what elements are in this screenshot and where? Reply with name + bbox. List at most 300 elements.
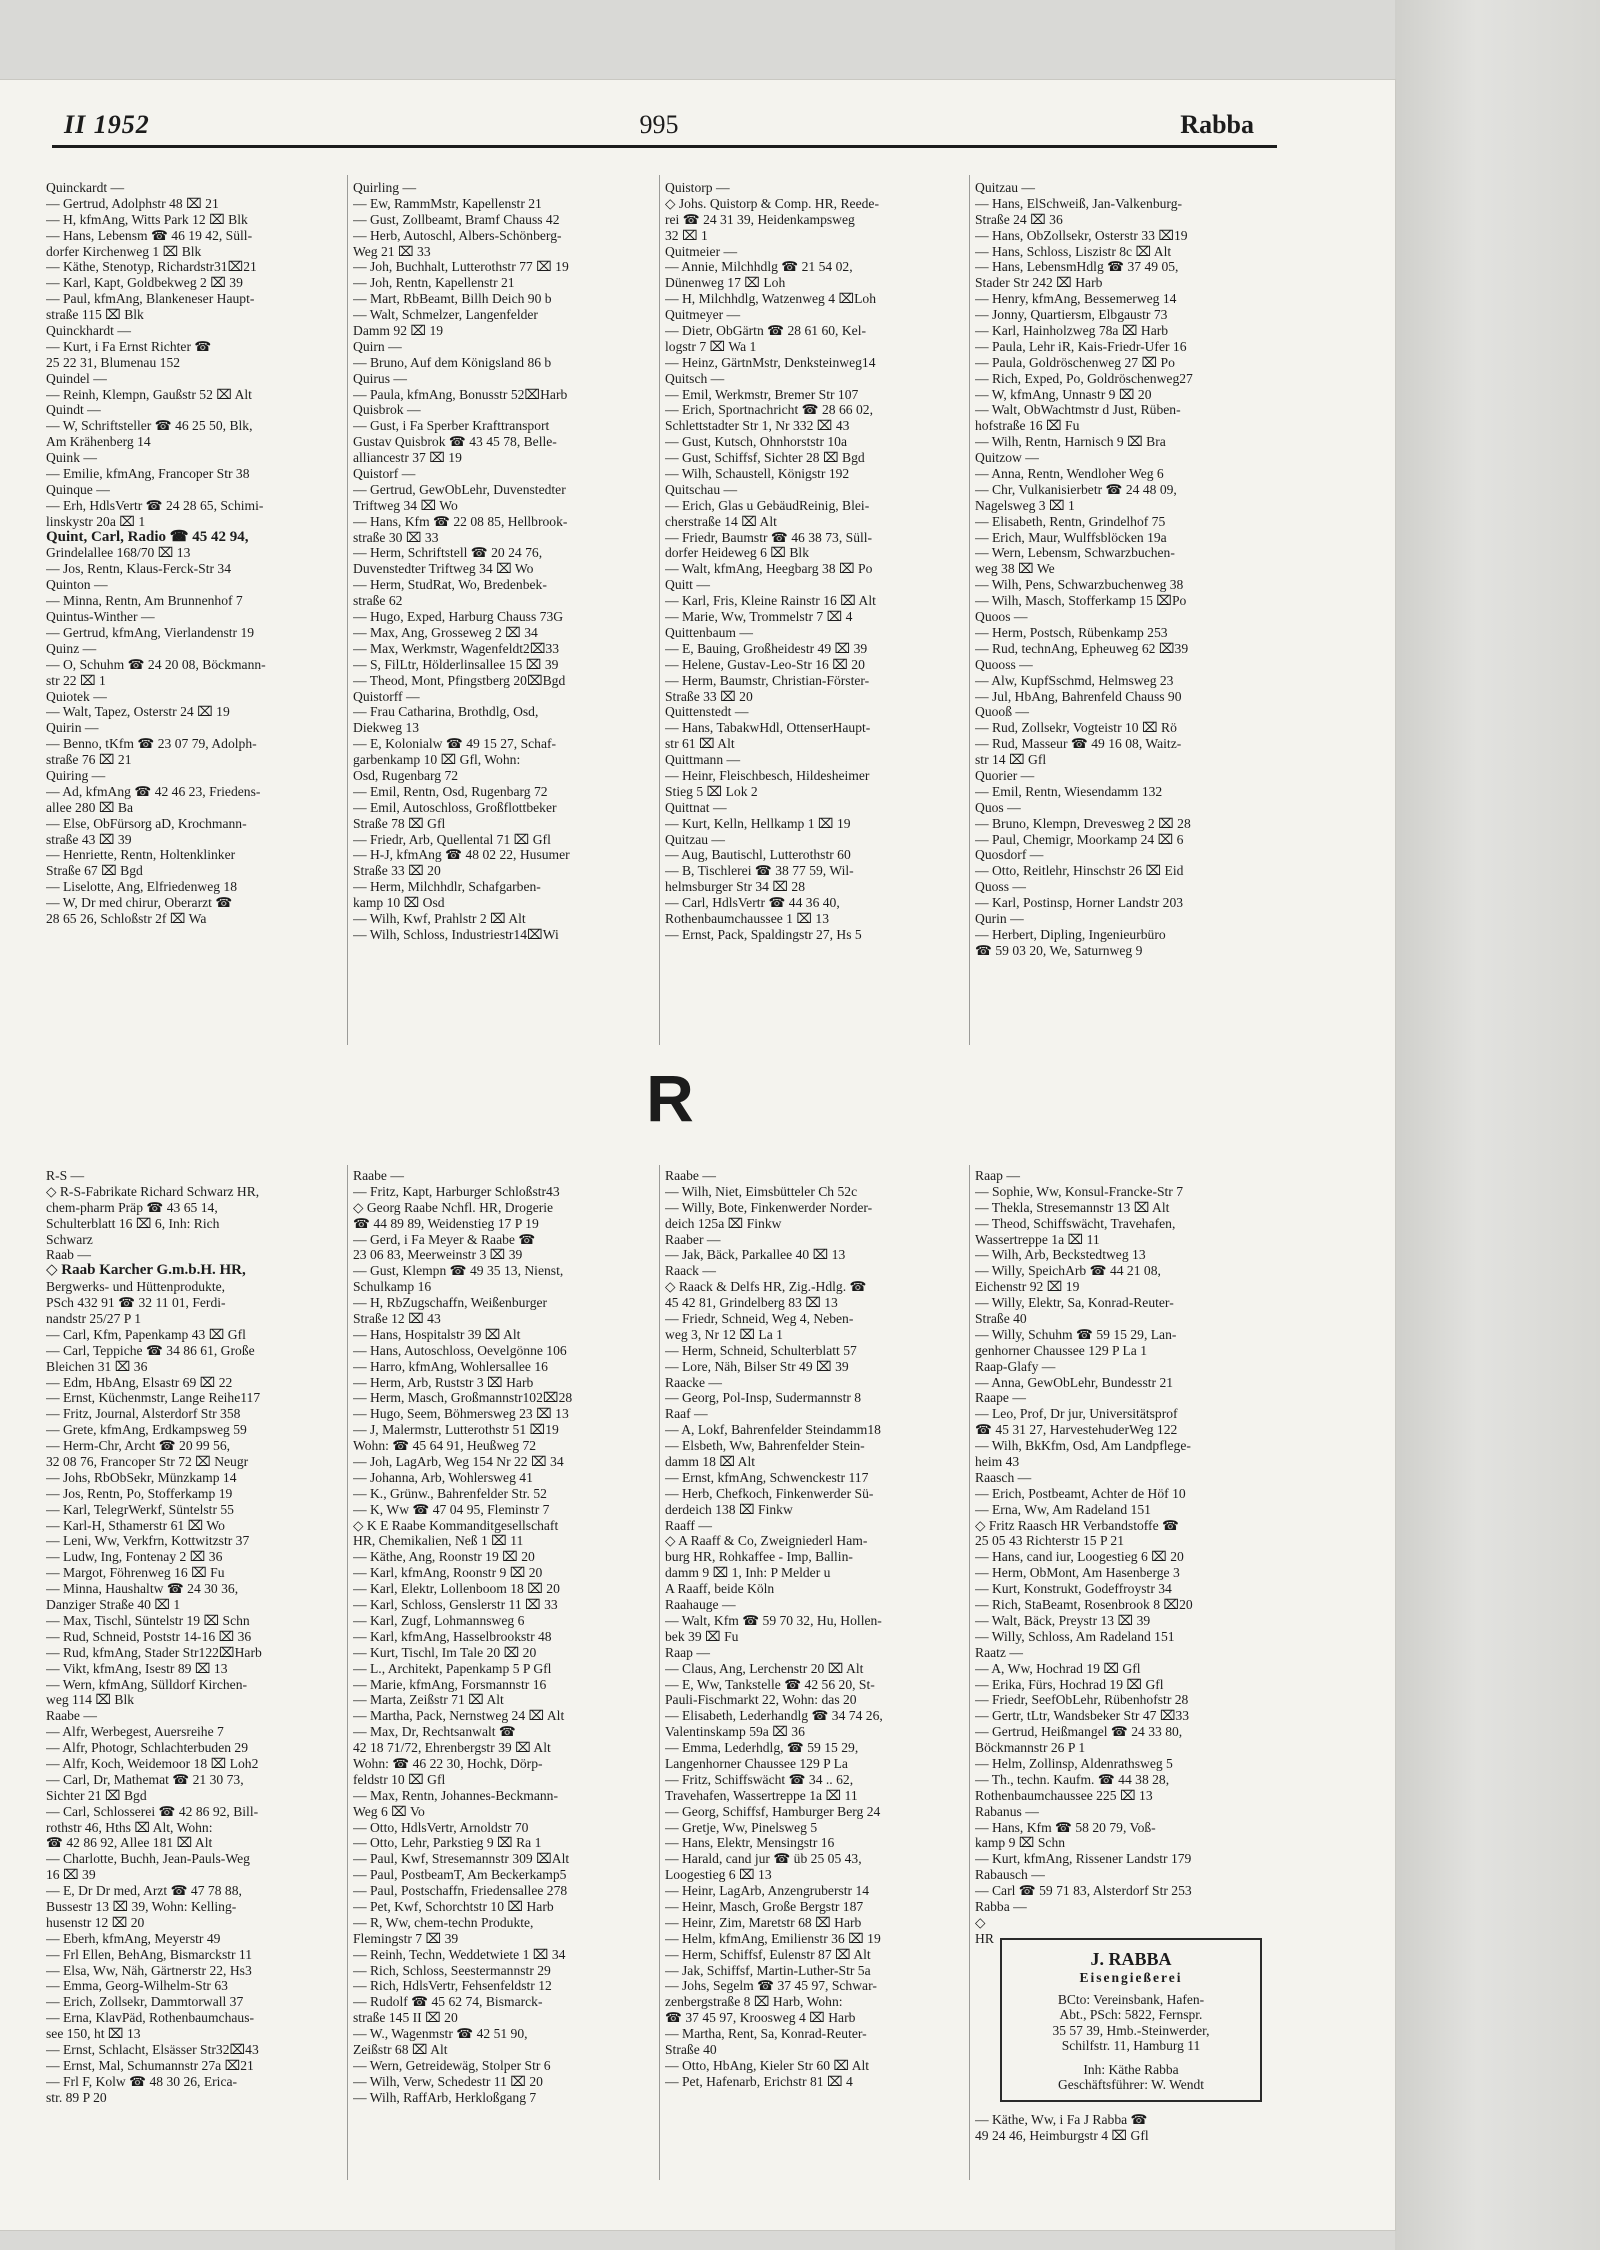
entry-line: — Emilie, kfmAng, Francoper Str 38: [46, 466, 250, 482]
entry-line: — Kurt, Tischl, Im Tale 20 ⌧ 20: [353, 1644, 537, 1660]
entry-line: straße 43 ⌧ 39: [46, 831, 132, 847]
entry-line: Quinckardt —: [46, 180, 125, 195]
entry-line: Straße 40: [975, 1311, 1027, 1327]
entry-line: — Mart, RbBeamt, Billh Deich 90 b: [353, 291, 552, 307]
entry-line: Straße 78 ⌧ Gfl: [353, 815, 446, 831]
entry-line: — Herm-Chr, Archt ☎ 20 99 56,: [46, 1438, 231, 1454]
entry-line: — H, kfmAng, Witts Park 12 ⌧ Blk: [46, 211, 248, 227]
entry-line: — Käthe, Ww, i Fa J Rabba ☎: [975, 2112, 1148, 2127]
entry-line: weg 38 ⌧ We: [975, 561, 1055, 577]
entry-line: dorfer Heideweg 6 ⌧ Blk: [665, 545, 810, 561]
entry-line: Stieg 5 ⌧ Lok 2: [665, 783, 758, 799]
entry-line: Quittnat —: [665, 799, 727, 815]
entry-line: — Gertrud, Heißmangel ☎ 24 33 80,: [975, 1724, 1183, 1740]
entry-line: Gustav Quisbrok ☎ 43 45 78, Belle-: [353, 434, 557, 450]
entry-line: Stader Str 242 ⌧ Harb: [975, 275, 1103, 291]
column-separator: [659, 175, 660, 1045]
entry-line: Quistorp —: [665, 180, 730, 195]
entry-line: — Kurt, i Fa Ernst Richter ☎: [46, 338, 212, 354]
entry-line: Weg 6 ⌧ Vo: [353, 1803, 425, 1819]
entry-line: 32 ⌧ 1: [665, 227, 708, 243]
entry-line: — Gertrud, kfmAng, Vierlandenstr 19: [46, 624, 255, 640]
entry-line: — Wilh, Verw, Schedestr 11 ⌧ 20: [353, 2073, 543, 2089]
entry-line: — Rich, Exped, Po, Goldröschenweg27: [975, 370, 1193, 386]
entry-line: — Erh, HdlsVertr ☎ 24 28 65, Schimi-: [46, 497, 264, 513]
page-number: 995: [639, 110, 679, 139]
entry-line: — Hans, TabakwHdl, OttenserHaupt-: [665, 720, 871, 736]
entry-line: — Carl, Dr, Mathemat ☎ 21 30 73,: [46, 1771, 244, 1787]
entry-line: — Gust, Schiffsf, Sichter 28 ⌧ Bgd: [665, 450, 865, 466]
entry-line: — Heinr, Fleischbesch, Hildesheimer: [665, 767, 870, 783]
entry-line: — Jos, Rentn, Klaus-Ferck-Str 34: [46, 561, 232, 577]
entry-line: — Emil, Werkmstr, Bremer Str 107: [665, 386, 859, 402]
entry-line: — Max, Tischl, Süntelstr 19 ⌧ Schn: [46, 1612, 250, 1628]
entry-line: Quinton —: [46, 577, 108, 593]
entry-line: — Joh, LagArb, Weg 154 Nr 22 ⌧ 34: [353, 1454, 564, 1470]
entry-line: — Theod, Mont, Pfingstberg 20⌧Bgd: [353, 672, 566, 688]
entry-line: Qurin —: [975, 910, 1024, 926]
entry-line: — Georg, Pol-Insp, Sudermannstr 8: [665, 1390, 862, 1406]
entry-line: Straße 33 ⌧ 20: [353, 863, 441, 879]
column-separator: [969, 1165, 970, 2180]
entry-line: — H-J, kfmAng ☎ 48 02 22, Husumer: [353, 847, 570, 863]
entry-line: — Johs, RbObSekr, Münzkamp 14: [46, 1469, 237, 1485]
entry-line: — Paul, Kwf, Stresemannstr 309 ⌧Alt: [353, 1851, 570, 1867]
column-separator: [969, 175, 970, 1045]
section-letter: R: [646, 1061, 694, 1135]
entry-line: Quindel —: [46, 370, 107, 386]
entry-line: — E, Dr Dr med, Arzt ☎ 47 78 88,: [46, 1883, 242, 1899]
entry-line: logstr 7 ⌧ Wa 1: [665, 338, 757, 354]
entry-line: Quinckhardt —: [46, 323, 131, 339]
entry-line: — Emil, Rentn, Wiesendamm 132: [975, 783, 1163, 799]
entry-line: Rothenbaumchaussee 1 ⌧ 13: [665, 910, 830, 926]
entry-line: ☎ 59 03 20, We, Saturnweg 9: [975, 942, 1143, 958]
entry-line: — Käthe, Stenotyp, Richardstr31⌧21: [46, 259, 257, 275]
entry-line: — Wern, Lebensm, Schwarzbuchen-: [975, 545, 1175, 561]
entry-line: Quooß —: [975, 704, 1029, 720]
entry-line: — Gertrud, GewObLehr, Duvenstedter: [353, 481, 566, 497]
entry-line: — Kurt, Konstrukt, Godeffroystr 34: [975, 1581, 1172, 1597]
entry-line: Raap —: [665, 1644, 710, 1660]
entry-line: Sichter 21 ⌧ Bgd: [46, 1787, 147, 1803]
entry-line: Pauli-Fischmarkt 22, Wohn: das 20: [665, 1692, 857, 1708]
entry-line: 16 ⌧ 39: [46, 1867, 96, 1883]
entry-line: — Friedr, Baumstr ☎ 46 38 73, Süll-: [665, 529, 873, 545]
entry-line: Straße 24 ⌧ 36: [975, 211, 1063, 227]
entry-line: straße 115 ⌧ Blk: [46, 307, 144, 323]
entry-line: Quos —: [975, 799, 1021, 815]
entry-line: — Dietr, ObGärtn ☎ 28 61 60, Kel-: [665, 323, 866, 339]
entry-line: — Georg, Schiffsf, Hamburger Berg 24: [665, 1803, 881, 1819]
ad-line: BCto: Vereinsbank, Hafen-: [1057, 1991, 1205, 2007]
entry-line: 23 06 83, Meerweinstr 3 ⌧ 39: [353, 1247, 523, 1263]
entry-line: Rabanus —: [975, 1803, 1039, 1819]
entry-line: — Eberh, kfmAng, Meyerstr 49: [46, 1930, 221, 1946]
entry-line: — Friedr, Schneid, Weg 4, Neben-: [665, 1311, 854, 1327]
entry-line: straße 30 ⌧ 33: [353, 529, 439, 545]
entry-line: — Ernst, Mal, Schumannstr 27a ⌧21: [46, 2057, 254, 2073]
entry-line: Eichenstr 92 ⌧ 19: [975, 1279, 1080, 1295]
entry-line: — Karl, Postinsp, Horner Landstr 203: [975, 895, 1184, 911]
entry-line: — Paul, Postschaffn, Friedensallee 278: [353, 1883, 568, 1899]
entry-line: rothstr 46, Hths ⌧ Alt, Wohn:: [46, 1819, 213, 1835]
entry-line: — E, Bauing, Großheidestr 49 ⌧ 39: [665, 640, 868, 656]
header-year: II 1952: [64, 110, 150, 139]
entry-line: Quistorf —: [353, 466, 416, 482]
entry-line: — Herb, Chefkoch, Finkenwerder Sü-: [665, 1485, 874, 1501]
entry-line: Quitmeyer —: [665, 307, 741, 323]
entry-line: Quittenbaum —: [665, 624, 753, 640]
entry-line: — Carl ☎ 59 71 83, Alsterdorf Str 253: [975, 1883, 1192, 1899]
entry-line: 28 65 26, Schloßstr 2f ⌧ Wa: [46, 910, 207, 926]
entry-line: — Wilh, Masch, Stofferkamp 15 ⌧Po: [975, 593, 1187, 609]
entry-line: — Margot, Föhrenweg 16 ⌧ Fu: [46, 1565, 225, 1581]
entry-line: — Heinz, GärtnMstr, Denksteinweg14: [665, 354, 876, 370]
entry-line: — H, RbZugschaffn, Weißenburger: [353, 1295, 548, 1311]
entry-line: — Herb, Autoschl, Albers-Schönberg-: [353, 227, 562, 243]
entry-line: Quintus-Winther —: [46, 609, 155, 625]
entry-line: Quitt —: [665, 577, 710, 593]
entry-line: zenbergstraße 8 ⌧ Harb, Wohn:: [665, 1994, 843, 2010]
entry-line: — Rud, Schneid, Poststr 14-16 ⌧ 36: [46, 1628, 252, 1644]
entry-line: — Henry, kfmAng, Bessemerweg 14: [975, 291, 1177, 307]
entry-line: Schlettstadter Str 1, Nr 332 ⌧ 43: [665, 418, 850, 434]
entry-line: — Carl, Schlosserei ☎ 42 86 92, Bill-: [46, 1803, 259, 1819]
entry-line: — Carl, Kfm, Papenkamp 43 ⌧ Gfl: [46, 1326, 246, 1342]
entry-line: Valentinskamp 59a ⌧ 36: [665, 1724, 805, 1740]
entry-line: — Bruno, Auf dem Königsland 86 b: [353, 354, 552, 370]
entry-line: Straße 33 ⌧ 20: [665, 688, 753, 704]
entry-line: Damm 92 ⌧ 19: [353, 323, 444, 339]
entry-line: — E, Ww, Tankstelle ☎ 42 56 20, St-: [665, 1676, 875, 1692]
entry-line: — Paul, kfmAng, Blankeneser Haupt-: [46, 291, 255, 307]
entry-line: — Liselotte, Ang, Elfriedenweg 18: [46, 879, 238, 895]
column-separator: [347, 175, 348, 1045]
entry-line: — Helene, Gustav-Leo-Str 16 ⌧ 20: [665, 656, 865, 672]
entry-line: — Grete, kfmAng, Erdkampsweg 59: [46, 1422, 247, 1438]
entry-line: Quooss —: [975, 656, 1033, 672]
entry-line: linskystr 20a ⌧ 1: [46, 513, 146, 529]
entry-line: — Theod, Schiffswächt, Travehafen,: [975, 1215, 1176, 1231]
entry-line: — Anna, Rentn, Wendloher Weg 6: [975, 466, 1164, 482]
entry-line: ◇ A Raaff & Co, Zweigniederl Ham-: [665, 1533, 868, 1549]
entry-line: Quitzau —: [975, 180, 1036, 195]
entry-line: — Emma, Georg-Wilhelm-Str 63: [46, 1978, 228, 1994]
entry-line: — Kurt, kfmAng, Rissener Landstr 179: [975, 1851, 1192, 1867]
entry-line: — Elsa, Ww, Näh, Gärtnerstr 22, Hs3: [46, 1962, 252, 1978]
entry-line: — Frl Ellen, BehAng, Bismarckstr 11: [46, 1946, 253, 1962]
entry-line: — Minna, Haushaltw ☎ 24 30 36,: [46, 1581, 239, 1597]
entry-line: Grindelallee 168/70 ⌧ 13: [46, 545, 191, 561]
entry-line: ☎ 37 45 97, Kroosweg 4 ⌧ Harb: [665, 2010, 856, 2026]
entry-line: — Ernst, Schlacht, Elsässer Str32⌧43: [46, 2041, 259, 2057]
entry-line: Quirling —: [353, 180, 417, 195]
entry-line: — Rud, Masseur ☎ 49 16 08, Waitz-: [975, 736, 1182, 752]
entry-line: — Heinr, Masch, Große Bergstr 187: [665, 1898, 864, 1914]
entry-line: — Willy, Schloss, Am Radeland 151: [975, 1628, 1175, 1644]
entry-line: — Herm, Baumstr, Christian-Förster-: [665, 672, 870, 688]
entry-line: — Otto, HbAng, Kieler Str 60 ⌧ Alt: [665, 2057, 870, 2073]
ad-line: Inh: Käthe Rabba: [1083, 2061, 1179, 2077]
entry-line: see 150, ht ⌧ 13: [46, 2026, 141, 2042]
entry-line: — Herm, Schriftstell ☎ 20 24 76,: [353, 545, 543, 561]
entry-line: — E, Kolonialw ☎ 49 15 27, Schaf-: [353, 736, 557, 752]
entry-line: — Else, ObFürsorg aD, Krochmann-: [46, 815, 247, 831]
entry-line: — Gretje, Ww, Pinelsweg 5: [665, 1819, 818, 1835]
entry-line: — Frl F, Kolw ☎ 48 30 26, Erica-: [46, 2073, 238, 2089]
entry-line: — Herm, ObMont, Am Hasenberge 3: [975, 1565, 1180, 1581]
entry-line: straße 76 ⌧ 21: [46, 752, 132, 768]
entry-line: — Hans, Lebensm ☎ 46 19 42, Süll-: [46, 227, 253, 243]
entry-line: — Walt, Bäck, Preystr 13 ⌧ 39: [975, 1612, 1151, 1628]
entry-line: ☎ 44 89 89, Weidenstieg 17 P 19: [353, 1215, 539, 1231]
entry-line: derdeich 138 ⌧ Finkw: [665, 1501, 793, 1517]
entry-line: str 14 ⌧ Gfl: [975, 752, 1047, 768]
entry-line: — Emma, Lederhdlg, ☎ 59 15 29,: [665, 1740, 859, 1756]
entry-line: — Karl, kfmAng, Hasselbrookstr 48: [353, 1628, 552, 1644]
entry-line: — W, Dr med chirur, Oberarzt ☎: [46, 895, 233, 911]
entry-line: nandstr 25/27 P 1: [46, 1311, 142, 1327]
entry-line: straße 62: [353, 593, 403, 609]
entry-line: — Chr, Vulkanisierbetr ☎ 24 48 09,: [975, 481, 1177, 497]
page-header: [64, 110, 1254, 150]
directory-column: [46, 1168, 346, 2178]
entry-line: — Reinh, Klempn, Gaußstr 52 ⌧ Alt: [46, 386, 252, 402]
entry-line: — Gust, Kutsch, Ohnhorststr 10a: [665, 434, 847, 450]
entry-line: — Henriette, Rentn, Holtenklinker: [46, 847, 236, 863]
entry-line: Diekweg 13: [353, 720, 420, 736]
entry-line: Quink —: [46, 450, 97, 466]
entry-line: — Martha, Rent, Sa, Konrad-Reuter-: [665, 2026, 867, 2042]
entry-line: Quittenstedt —: [665, 704, 749, 720]
entry-line: Quint, Carl, Radio ☎ 45 42 94,: [46, 528, 249, 545]
entry-line: — Martha, Pack, Nernstweg 24 ⌧ Alt: [353, 1708, 565, 1724]
entry-line: ◇: [975, 1914, 986, 1930]
entry-line: — Wilh, Pens, Schwarzbuchenweg 38: [975, 577, 1184, 593]
entry-line: — W., Wagenmstr ☎ 42 51 90,: [353, 2026, 528, 2042]
entry-line: Raabe —: [665, 1168, 716, 1183]
entry-line: — Karl, kfmAng, Roonstr 9 ⌧ 20: [353, 1565, 543, 1581]
entry-line: — Herm, Arb, Ruststr 3 ⌧ Harb: [353, 1374, 534, 1390]
entry-line: — Th., techn. Kaufm. ☎ 44 38 28,: [975, 1771, 1170, 1787]
entry-line: — Erich, Glas u GebäudReinig, Blei-: [665, 497, 870, 513]
entry-line: garbenkamp 10 ⌧ Gfl, Wohn:: [353, 752, 521, 768]
entry-line: — Pet, Kwf, Schorchtstr 10 ⌧ Harb: [353, 1898, 554, 1914]
entry-line: — Rud, Zollsekr, Vogteistr 10 ⌧ Rö: [975, 720, 1177, 736]
entry-line: weg 3, Nr 12 ⌧ La 1: [665, 1326, 783, 1342]
entry-line: Wassertreppe 1a ⌧ 11: [975, 1231, 1100, 1247]
entry-line: — H, Milchhdlg, Watzenweg 4 ⌧Loh: [665, 291, 877, 307]
entry-line: — Gertr, tLtr, Wandsbeker Str 47 ⌧33: [975, 1708, 1190, 1724]
ad-line: Schilfstr. 11, Hamburg 11: [1061, 2038, 1201, 2053]
entry-line: — Minna, Rentn, Am Brunnenhof 7: [46, 593, 243, 609]
rabba-tail-entries: [975, 2112, 1275, 2152]
entry-line: — Karl, Elektr, Lollenboom 18 ⌧ 20: [353, 1581, 560, 1597]
entry-line: — Lore, Näh, Bilser Str 49 ⌧ 39: [665, 1358, 849, 1374]
entry-line: — Herm, Schiffsf, Eulenstr 87 ⌧ Alt: [665, 1946, 871, 1962]
entry-line: Quitzau —: [665, 831, 726, 847]
ad-line: Geschäftsführer: W. Wendt: [1057, 2077, 1204, 2092]
entry-line: — Karl, Zugf, Lohmannsweg 6: [353, 1612, 525, 1628]
entry-line: — Herm, Masch, Großmannstr102⌧28: [353, 1390, 573, 1406]
entry-line: — Rich, HdlsVertr, Fehsenfeldstr 12: [353, 1978, 552, 1994]
entry-line: ◇ Georg Raabe Nchfl. HR, Drogerie: [353, 1199, 554, 1215]
entry-line: — Hans, Kfm ☎ 22 08 85, Hellbrook-: [353, 513, 568, 529]
entry-line: — S, FilLtr, Hölderlinsallee 15 ⌧ 39: [353, 656, 559, 672]
ad-company-name: J. RABBA: [1090, 1949, 1172, 1969]
entry-line: ◇ Fritz Raasch HR Verbandstoffe ☎: [975, 1517, 1179, 1533]
entry-line: — Karl-H, Sthamerstr 61 ⌧ Wo: [46, 1517, 225, 1533]
entry-line: — Paul, PostbeamT, Am Beckerkamp5: [353, 1867, 567, 1883]
entry-line: — Kurt, Kelln, Hellkamp 1 ⌧ 19: [665, 815, 851, 831]
directory-column: [353, 1168, 653, 2178]
entry-line: Quindt —: [46, 402, 101, 418]
entry-line: chem-pharm Präp ☎ 43 65 14,: [46, 1199, 218, 1215]
entry-line: — Erich, Maur, Wulffsblöcken 19a: [975, 529, 1167, 545]
entry-line: Quiring —: [46, 767, 106, 783]
entry-line: — Karl, TelegrWerkf, Süntelstr 55: [46, 1501, 234, 1517]
entry-line: — Wilh, Schaustell, Königstr 192: [665, 466, 850, 482]
entry-line: — L., Architekt, Papenkamp 5 P Gfl: [353, 1660, 552, 1676]
entry-line: — Wilh, Schloss, Industriestr14⌧Wi: [353, 926, 559, 942]
entry-line: — Wilh, Niet, Eimsbütteler Ch 52c: [665, 1183, 858, 1199]
entry-line: Quoos —: [975, 609, 1028, 625]
entry-line: feldstr 10 ⌧ Gfl: [353, 1771, 446, 1787]
entry-line: — Alw, KupfSschmd, Helmsweg 23: [975, 672, 1174, 688]
entry-line: Triftweg 34 ⌧ Wo: [353, 497, 458, 513]
entry-line: — Emil, Rentn, Osd, Rugenbarg 72: [353, 783, 548, 799]
entry-line: — Elisabeth, Rentn, Grindelhof 75: [975, 513, 1166, 529]
entry-line: Raacke —: [665, 1374, 722, 1390]
entry-line: — Helm, Zollinsp, Aldenrathsweg 5: [975, 1755, 1173, 1771]
entry-line: — Ernst, Küchenmstr, Lange Reihe117: [46, 1390, 261, 1406]
directory-column: [46, 180, 346, 1048]
entry-line: rei ☎ 24 31 39, Heidenkampsweg: [665, 211, 855, 227]
entry-line: — Hans, LebensmHdlg ☎ 37 49 05,: [975, 259, 1179, 275]
entry-line: — Hugo, Exped, Harburg Chauss 73G: [353, 609, 564, 625]
entry-line: — Helm, kfmAng, Emilienstr 36 ⌧ 19: [665, 1930, 881, 1946]
entry-line: Quoss —: [975, 879, 1026, 895]
entry-line: — Paula, Lehr iR, Kais-Friedr-Ufer 16: [975, 338, 1187, 354]
entry-line: — R, Ww, chem-techn Produkte,: [353, 1914, 534, 1930]
entry-line: — Herm, StudRat, Wo, Bredenbek-: [353, 577, 547, 593]
entry-line: — Willy, SpeichArb ☎ 44 21 08,: [975, 1263, 1161, 1279]
entry-line: — Wilh, RaffArb, Herkloßgang 7: [353, 2089, 537, 2105]
entry-line: Flemingstr 7 ⌧ 39: [353, 1930, 459, 1946]
entry-line: 45 42 81, Grindelberg 83 ⌧ 13: [665, 1295, 838, 1311]
entry-line: — Hans, Kfm ☎ 58 20 79, Voß-: [975, 1819, 1156, 1835]
entry-line: — Rich, Schloss, Seestermannstr 29: [353, 1962, 551, 1978]
entry-line: — Max, Dr, Rechtsanwalt ☎: [353, 1724, 516, 1740]
entry-line: genhorner Chaussee 129 P La 1: [975, 1342, 1148, 1358]
entry-line: bek 39 ⌧ Fu: [665, 1628, 739, 1644]
entry-line: Bergwerks- und Hüttenprodukte,: [46, 1279, 226, 1295]
entry-line: Raasch —: [975, 1469, 1032, 1485]
entry-line: — Johanna, Arb, Wohlersweg 41: [353, 1469, 533, 1485]
entry-line: — Paul, Chemigr, Moorkamp 24 ⌧ 6: [975, 831, 1184, 847]
entry-line: ◇ Raab Karcher G.m.b.H. HR,: [46, 1262, 246, 1279]
entry-line: Quorier —: [975, 767, 1035, 783]
entry-line: — Gust, Klempn ☎ 49 35 13, Nienst,: [353, 1263, 564, 1279]
entry-line: Schwarz: [46, 1231, 93, 1247]
entry-line: — W, kfmAng, Unnastr 9 ⌧ 20: [975, 386, 1152, 402]
entry-line: — Anna, GewObLehr, Bundesstr 21: [975, 1374, 1174, 1390]
entry-line: Bleichen 31 ⌧ 36: [46, 1358, 148, 1374]
entry-line: — Jos, Rentn, Po, Stofferkamp 19: [46, 1485, 233, 1501]
entry-line: — Friedr, SeefObLehr, Rübenhofstr 28: [975, 1692, 1189, 1708]
entry-line: — Herm, Milchhdlr, Schafgarben-: [353, 879, 541, 895]
entry-line: allee 280 ⌧ Ba: [46, 799, 134, 815]
entry-line: Böckmannstr 26 P 1: [975, 1740, 1086, 1756]
entry-line: — Harald, cand jur ☎ üb 25 05 43,: [665, 1851, 862, 1867]
entry-line: A Raaff, beide Köln: [665, 1581, 775, 1597]
entry-line: — Fritz, Schiffswächt ☎ 34 .. 62,: [665, 1771, 854, 1787]
entry-line: — Erna, KlavPäd, Rothenbaumchaus-: [46, 2010, 255, 2026]
entry-line: Raap —: [975, 1168, 1020, 1183]
column-separator: [659, 1165, 660, 2180]
entry-line: kamp 10 ⌧ Osd: [353, 895, 445, 911]
entry-line: — Wilh, Rentn, Harnisch 9 ⌧ Bra: [975, 434, 1166, 450]
entry-line: — O, Schuhm ☎ 24 20 08, Böckmann-: [46, 656, 266, 672]
entry-line: — Annie, Milchhdlg ☎ 21 54 02,: [665, 259, 853, 275]
entry-line: Rothenbaumchaussee 225 ⌧ 13: [975, 1787, 1153, 1803]
entry-line: — Gust, Zollbeamt, Bramf Chauss 42: [353, 211, 560, 227]
entry-line: — Hans, ElSchweiß, Jan-Valkenburg-: [975, 195, 1183, 211]
entry-line: PSch 432 91 ☎ 32 11 01, Ferdi-: [46, 1295, 226, 1311]
entry-line: ☎ 45 31 27, HarvestehuderWeg 122: [975, 1422, 1178, 1438]
entry-line: — Hugo, Seem, Böhmersweg 23 ⌧ 13: [353, 1406, 569, 1422]
entry-line: ◇ Johs. Quistorp & Comp. HR, Reede-: [665, 195, 879, 211]
entry-line: Bussestr 13 ⌧ 39, Wohn: Kelling-: [46, 1898, 237, 1914]
entry-line: HR: [975, 1930, 994, 1946]
ad-line: Abt., PSch: 5822, Fernspr.: [1059, 2007, 1203, 2022]
entry-line: Quitschau —: [665, 481, 738, 497]
entry-line: — Otto, Lehr, Parkstieg 9 ⌧ Ra 1: [353, 1835, 542, 1851]
entry-line: — Elsbeth, Ww, Bahrenfelder Stein-: [665, 1438, 865, 1454]
entry-line: — Elisabeth, Lederhandlg ☎ 34 74 26,: [665, 1708, 883, 1724]
entry-line: Raabe —: [353, 1168, 404, 1183]
entry-line: — Claus, Ang, Lerchenstr 20 ⌧ Alt: [665, 1660, 864, 1676]
entry-line: ◇ R-S-Fabrikate Richard Schwarz HR,: [46, 1183, 260, 1199]
entry-line: — Fritz, Kapt, Harburger Schloßstr43: [353, 1183, 560, 1199]
entry-line: — Carl, HdlsVertr ☎ 44 36 40,: [665, 895, 840, 911]
entry-line: — Gertrud, Adolphstr 48 ⌧ 21: [46, 195, 219, 211]
entry-line: alliancestr 37 ⌧ 19: [353, 450, 462, 466]
entry-line: — Reinh, Techn, Weddetwiete 1 ⌧ 34: [353, 1946, 566, 1962]
entry-line: — Walt, ObWachtmstr d Just, Rüben-: [975, 402, 1181, 418]
scan-background: [1395, 0, 1600, 2250]
entry-line: — Max, Ang, Grosseweg 2 ⌧ 34: [353, 624, 538, 640]
entry-line: weg 114 ⌧ Blk: [46, 1692, 135, 1708]
entry-line: helmsburger Str 34 ⌧ 28: [665, 879, 806, 895]
entry-line: — Leni, Ww, Verkfrn, Kottwitzstr 37: [46, 1533, 250, 1549]
entry-line: — Vikt, kfmAng, Isestr 89 ⌧ 13: [46, 1660, 228, 1676]
entry-line: Rabba —: [975, 1898, 1027, 1914]
entry-line: Zeißstr 68 ⌧ Alt: [353, 2041, 448, 2057]
entry-line: — Wilh, Kwf, Prahlstr 2 ⌧ Alt: [353, 910, 526, 926]
entry-line: — W, Schriftsteller ☎ 46 25 50, Blk,: [46, 418, 253, 434]
entry-line: Raaff —: [665, 1517, 712, 1533]
entry-line: — Max, Werkmstr, Wagenfeldt2⌧33: [353, 640, 560, 656]
entry-line: Raaber —: [665, 1231, 721, 1247]
entry-line: Quittmann —: [665, 752, 741, 768]
entry-line: — Herbert, Dipling, Ingenieurbüro: [975, 926, 1166, 942]
entry-line: — Sophie, Ww, Konsul-Francke-Str 7: [975, 1183, 1184, 1199]
entry-line: dorfer Kirchenweg 1 ⌧ Blk: [46, 243, 202, 259]
entry-line: Schulkamp 16: [353, 1279, 432, 1295]
entry-line: Quirus —: [353, 370, 407, 386]
